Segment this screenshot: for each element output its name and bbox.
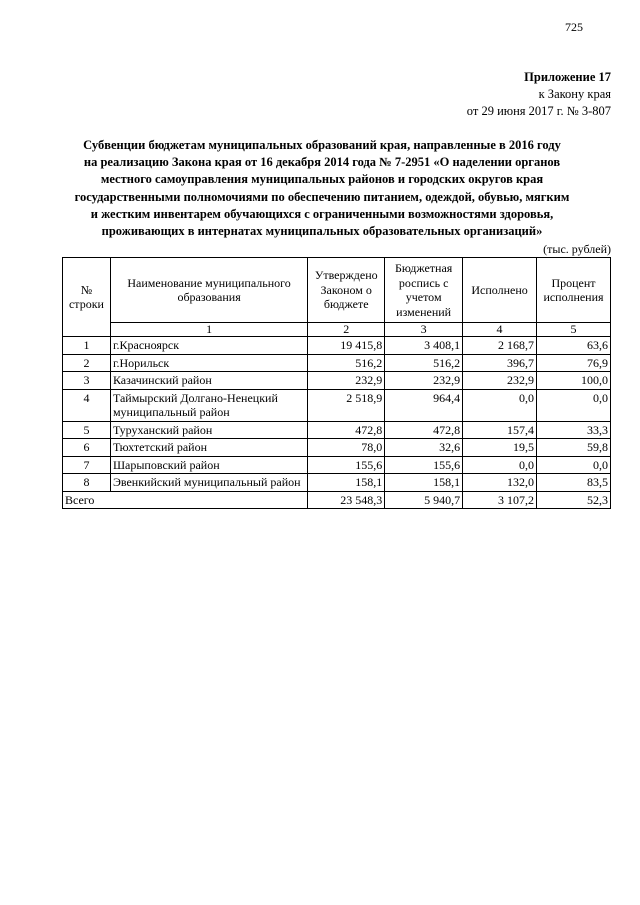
column-index: 2 [308,323,385,337]
header-budget-schedule: Бюджетная роспись с учетом изменений [385,258,463,323]
table-total-row [63,491,611,509]
cell-percent: 0,0 [537,456,611,474]
cell-budget: 472,8 [385,421,463,439]
table-row [63,337,611,355]
table-row [63,354,611,372]
header-execution-percent: Процент исполнения [537,258,611,323]
cell-row-number: 4 [63,389,111,421]
column-index: 4 [463,323,537,337]
cell-total-budget: 5 940,7 [385,491,463,509]
cell-municipality-name: Казачинский район [110,372,307,390]
cell-percent: 0,0 [537,389,611,421]
table-row [63,389,611,421]
cell-executed: 132,0 [463,474,537,492]
cell-approved: 158,1 [308,474,385,492]
table-row [63,474,611,492]
page-number: 725 [565,20,583,34]
column-index: 5 [537,323,611,337]
cell-row-number: 2 [63,354,111,372]
cell-percent: 63,6 [537,337,611,355]
cell-row-number: 6 [63,439,111,457]
cell-total-label: Всего [63,491,308,509]
cell-percent: 33,3 [537,421,611,439]
cell-approved: 232,9 [308,372,385,390]
table-header-row [63,258,611,323]
cell-executed: 157,4 [463,421,537,439]
table-row [63,456,611,474]
header-municipality-name: Наименование муниципального образования [110,258,307,323]
document-title-line: и жестким инвентарем обучающихся с ограниченными возможностями здоровья, [90,206,554,221]
cell-municipality-name: Эвенкийский муниципальный район [110,474,307,492]
cell-budget: 232,9 [385,372,463,390]
cell-approved: 516,2 [308,354,385,372]
cell-percent: 76,9 [537,354,611,372]
cell-total-approved: 23 548,3 [308,491,385,509]
subventions-table [62,257,611,509]
cell-executed: 0,0 [463,389,537,421]
cell-percent: 100,0 [537,372,611,390]
cell-budget: 964,4 [385,389,463,421]
column-index: 3 [385,323,463,337]
table-row [63,372,611,390]
table-index-row [63,323,611,337]
cell-budget: 158,1 [385,474,463,492]
units-label: (тыс. рублей) [543,242,611,256]
appendix-law-date: от 29 июня 2017 г. № 3-807 [466,104,611,118]
cell-row-number: 7 [63,456,111,474]
appendix-law-reference: к Закону края [538,87,611,101]
document-title-line: Субвенции бюджетам муниципальных образований края, направленные в 2016 году [83,138,561,152]
cell-budget: 3 408,1 [385,337,463,355]
document-title [62,137,582,240]
cell-executed: 232,9 [463,372,537,390]
document-title-line: государственными полномочиями по обеспечению питанием, одеждой, обувью, мягким [74,189,570,204]
cell-executed: 19,5 [463,439,537,457]
cell-municipality-name: Туруханский район [110,421,307,439]
cell-approved: 19 415,8 [308,337,385,355]
cell-municipality-name: Таймырский Долгано-Ненецкий муниципальный район [110,389,307,421]
cell-approved: 78,0 [308,439,385,457]
appendix-block [467,69,611,120]
appendix-title: Приложение 17 [524,70,611,84]
document-title-line: на реализацию Закона края от 16 декабря 2014 года № 7-2951 «О наделении органов [83,155,561,170]
document-title-line: местного самоуправления муниципальных районов и городских округов края [100,172,544,187]
cell-row-number: 5 [63,421,111,439]
cell-executed: 2 168,7 [463,337,537,355]
cell-approved: 2 518,9 [308,389,385,421]
cell-row-number: 8 [63,474,111,492]
cell-approved: 472,8 [308,421,385,439]
cell-percent: 83,5 [537,474,611,492]
cell-budget: 32,6 [385,439,463,457]
column-index: 1 [110,323,307,337]
table-row [63,439,611,457]
cell-municipality-name: г.Красноярск [110,337,307,355]
cell-percent: 59,8 [537,439,611,457]
header-approved-by-law: Утверждено Законом о бюджете [308,258,385,323]
header-row-number: № строки [63,258,111,337]
cell-row-number: 1 [63,337,111,355]
header-executed: Исполнено [463,258,537,323]
cell-municipality-name: Шарыповский район [110,456,307,474]
table-row [63,421,611,439]
cell-executed: 396,7 [463,354,537,372]
cell-row-number: 3 [63,372,111,390]
document-title-line: проживающих в интернатах муниципальных образовательных организаций» [101,224,543,239]
cell-total-percent: 52,3 [537,491,611,509]
cell-municipality-name: Тюхтетский район [110,439,307,457]
cell-executed: 0,0 [463,456,537,474]
cell-municipality-name: г.Норильск [110,354,307,372]
cell-approved: 155,6 [308,456,385,474]
cell-budget: 516,2 [385,354,463,372]
cell-total-executed: 3 107,2 [463,491,537,509]
cell-budget: 155,6 [385,456,463,474]
